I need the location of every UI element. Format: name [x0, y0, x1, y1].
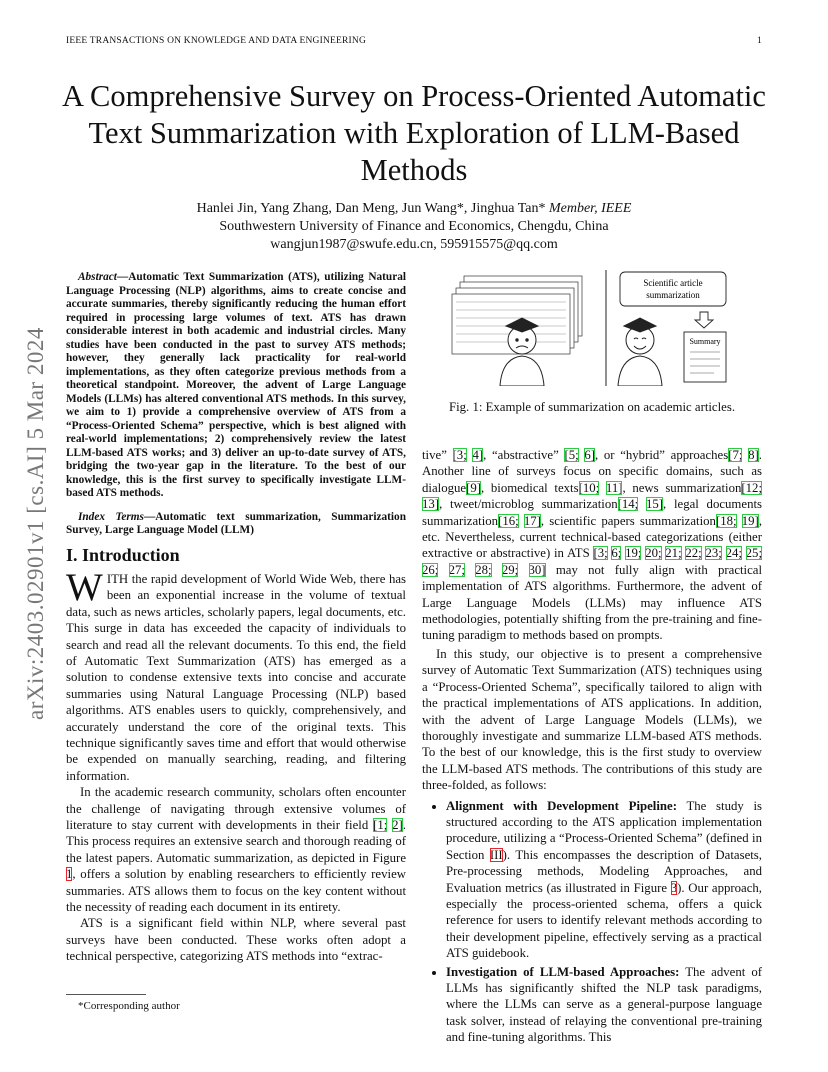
intro-paragraph-2	[66, 784, 406, 915]
citation-link[interactable]: 23;	[705, 546, 722, 561]
paragraph-text	[638, 497, 646, 511]
arxiv-stamp: arXiv:2403.02901v1 [cs.AI] 5 Mar 2024	[23, 327, 48, 720]
citation-link[interactable]: 11]	[605, 480, 623, 495]
right-column	[422, 447, 762, 1048]
index-terms	[66, 511, 406, 538]
author-membership: Member, IEEE	[548, 201, 632, 216]
citation-link[interactable]: 22;	[685, 546, 702, 561]
paragraph-text	[465, 563, 475, 577]
bullet-heading: Alignment with Development Pipeline:	[446, 798, 677, 813]
citation-link[interactable]: [16;	[498, 513, 519, 528]
figure-1	[450, 266, 750, 386]
contribution-list	[422, 798, 762, 1046]
paragraph-text: , etc. Nevertheless, current technical-based categorizations (either extractive or abstractive) in ATS	[422, 513, 763, 561]
citation-link[interactable]: [3;	[452, 448, 467, 462]
figure-caption: Fig. 1: Example of summarization on academic articles.	[448, 400, 736, 414]
figure-link[interactable]: 3	[670, 880, 678, 895]
authors: Hanlei Jin, Yang Zhang, Dan Meng, Jun Wang*, Jinghua Tan*	[196, 201, 546, 216]
citation-link[interactable]: 15]	[645, 497, 664, 512]
affiliation: Southwestern University of Finance and Economics, Chengdu, China	[219, 219, 609, 234]
index-terms-label: Index Terms	[78, 510, 144, 523]
paragraph-text: . Another line of surveys focus on specific domains, such as dialogue	[422, 448, 762, 495]
citation-link[interactable]: [5;	[564, 448, 579, 462]
paragraph-text	[737, 514, 742, 528]
bullet-text: ). Our approach, especially the process-oriented schema, offers a quick reference for users to identify relevant methods according to their development pipeline, effectively serving as a practical ATS guidebook.	[446, 880, 763, 961]
page-number: 1	[757, 36, 762, 46]
citation-link[interactable]: [1;	[373, 818, 388, 832]
figure-link[interactable]: 1	[66, 867, 73, 882]
citation-link[interactable]: [18;	[715, 513, 737, 528]
citation-link[interactable]: 19]	[741, 513, 759, 528]
box-label-1: Scientific article	[643, 278, 703, 288]
paragraph-text: , tweet/microblog summarization	[439, 497, 618, 512]
footnote: *Corresponding author	[78, 1000, 180, 1012]
box-label-2: summarization	[646, 290, 700, 300]
citation-link[interactable]: 29;	[501, 562, 519, 577]
citation-link[interactable]: [7;	[728, 448, 743, 462]
paragraph-text: tive”	[422, 448, 453, 462]
paragraph-text	[518, 563, 528, 577]
bullet-heading: Investigation of LLM-based Approaches:	[446, 964, 680, 979]
bullet-text: The study is structured according to the ATS application implementation procedure, utilizing a “Process-Oriented Schema” (defined in Section	[446, 798, 762, 862]
citation-link[interactable]: 28;	[475, 562, 492, 577]
paragraph-text: , or “hybrid” approaches	[595, 448, 729, 462]
intro-p2-text: , offers a solution by enabling researchers to efficiently review summaries. ATS allows them to focus on the key content without the necessity of reading each document in its entirety.	[66, 867, 406, 915]
abstract-text: —Automatic Text Summarization (ATS), utilizing Natural Language Processing (NLP) algorithms, aims to create concise and accurate summaries, thereby significantly reducing the human effort required in processing large volumes of text. ATS has drawn considerable interest in both academic and industrial circles. Many studies have been conducted in the past to survey ATS methods; however, they generally lack practicality for real-world implementations, as they often categorize previous methods from a theoretical standpoint. Moreover, the advent of Large Language Models (LLMs) has altered conventional ATS methods. In this survey, we aim to 1) provide a comprehensive overview of ATS from a “Process-Oriented Schema” perspective, which is best aligned with real-world implementations; 2) comprehensively review the latest LLM-based ATS works; and 3) deliver an up-to-date survey of ATS, bridging the two-year gap in the literature. To the best of our knowledge, this is the first survey to specifically investigate LLM-based ATS methods.	[66, 271, 406, 499]
paragraph-text	[438, 563, 448, 577]
citation-link[interactable]: 6;	[611, 546, 622, 561]
intro-paragraph-1	[66, 565, 406, 784]
citation-link[interactable]: 8]	[748, 448, 759, 462]
citation-link[interactable]: 20;	[645, 546, 662, 561]
index-terms-text: —Automatic text summarization, Summarization Survey, Large Language Model (LLM)	[66, 510, 406, 536]
summary-label: Summary	[689, 337, 721, 346]
citation-link[interactable]: 24;	[725, 546, 742, 561]
down-arrow-icon	[695, 312, 713, 328]
citation-link[interactable]: 26;	[422, 562, 439, 577]
intro-p2-text: . This process requires an extensive search and thorough reading of the latest papers. Automatic summarization, as depicted in Figure	[66, 818, 406, 865]
happy-student-icon	[618, 318, 662, 386]
section-heading: I. Introduction	[66, 544, 180, 565]
footnote-rule	[66, 994, 146, 995]
paragraph-text	[722, 546, 726, 560]
list-item	[446, 798, 762, 962]
paragraph-text: , biomedical texts	[481, 480, 579, 495]
citation-link[interactable]: 30]	[528, 562, 546, 577]
author-list	[40, 199, 788, 218]
intro-p2-text: In the academic research community, scholars often encounter the challenge of navigating through extensive volumes of literature to stay current with developments in their field	[66, 785, 406, 832]
author-emails: wangjun1987@swufe.edu.cn, 595915575@qq.com	[270, 237, 558, 252]
citation-link[interactable]: 19;	[625, 546, 642, 561]
drop-cap: W	[66, 565, 103, 609]
intro-paragraph-3: ATS is a significant field within NLP, where several past surveys have been conducted. These works often adopt a technical perspective, categorizing ATS methods into “extrac-	[66, 916, 406, 964]
summary-document-icon	[684, 332, 726, 382]
list-item	[446, 964, 762, 1046]
citation-link[interactable]: 6]	[584, 448, 595, 462]
citation-link[interactable]: 13]	[422, 497, 440, 512]
right-paragraph-2: In this study, our objective is to present a comprehensive survey of Automatic Text Summarization (ATS) techniques using a “Process-Oriented Schema”, specifically tailored to align with the practical implementations of ATS applications. In addition, with the advent of Large Language Models (LLMs), we thoroughly investigate and summarize LLM-based ATS methods. To the best of our knowledge, this is the first study to overview the LLM-based ATS methods. The contributions of this study are three-folded, as follows:	[422, 646, 762, 793]
left-column	[66, 271, 406, 965]
intro-p1-text: ITH the rapid development of World Wide Web, there has been an exponential increase in the volume of textual data, such as news articles, scholarly papers, legal documents, etc. This surge in data has exceeded the capacity of individuals to search and read all the relevant documents. To this end, the field of Automatic Text Summarization (ATS) has emerged as a solution to condense extensive texts into concise and accurate summaries using Natural Language Processing (NLP) based algorithms. ATS enables users to quickly, comprehensively, and accurately understand the core of the original texts. This technique significantly saves time and effort that would otherwise be expended on manually searching, reading, and filtering information.	[66, 571, 406, 783]
bullet-text: The advent of LLMs has significantly shifted the NLP task paradigms, where the LLMs can serve as a general-purpose language task solver, instead of relaying the conventional pre-training and fine-tuning algorithms. This	[446, 964, 762, 1045]
paragraph-text	[599, 481, 606, 495]
paragraph-text	[492, 563, 502, 577]
citation-link[interactable]: [14;	[617, 497, 639, 512]
bullet-text: ). This encompasses the description of Datasets, Pre-processing methods, Modeling Approaches, and Evaluation metrics (as illustrated in Figure	[446, 847, 762, 895]
journal-header: IEEE TRANSACTIONS ON KNOWLEDGE AND DATA ENGINEERING	[66, 36, 367, 46]
paragraph-text: , “abstractive”	[483, 448, 565, 462]
paragraph-text: , legal documents summarization	[422, 497, 763, 528]
section-link[interactable]: III	[489, 847, 503, 862]
citation-link[interactable]: [9]	[466, 480, 481, 495]
citation-link[interactable]: [3;	[593, 546, 608, 561]
right-paragraph-1	[422, 447, 762, 644]
citation-link[interactable]: 17]	[523, 513, 541, 528]
paper-title: A Comprehensive Survey on Process-Oriented Automatic Text Summarization with Exploration of LLM-Based Methods	[62, 79, 766, 187]
paragraph-text: may not fully align with practical implementation of ATS algorithms. Furthermore, the advent of Large Language Models (LLMs) may influence ATS methodologies, potentially shifting from the pre-training and fine-tuning paradigm to methods based on prompts.	[422, 562, 763, 643]
citation-link[interactable]: 25;	[745, 546, 763, 561]
citation-link[interactable]: 4]	[472, 448, 484, 462]
paragraph-text: , news summarization	[622, 480, 742, 495]
citation-link[interactable]: 21;	[665, 546, 682, 561]
citation-link[interactable]: [12;	[741, 480, 763, 495]
paragraph-text: , scientific papers summarization	[540, 513, 716, 528]
abstract-label: Abstract	[78, 271, 117, 283]
summarization-box	[620, 272, 726, 306]
abstract	[66, 271, 406, 501]
citation-link[interactable]: 2]	[392, 818, 403, 832]
citation-link[interactable]: [10;	[578, 480, 600, 495]
citation-link[interactable]: 27;	[448, 562, 465, 577]
